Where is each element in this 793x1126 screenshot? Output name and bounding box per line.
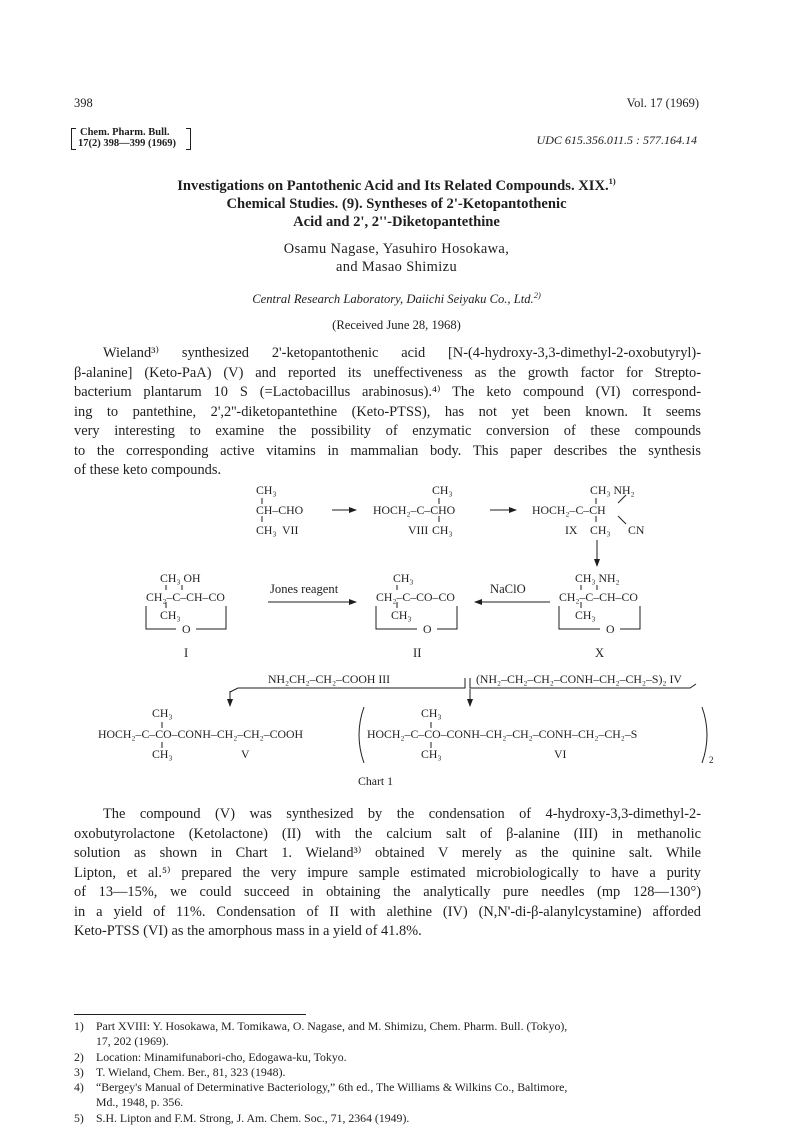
footnote-number: 4): [74, 1080, 84, 1095]
body-paragraph: [74, 805, 701, 942]
footnote-number: 5): [74, 1110, 84, 1125]
compound-label-ii: II: [413, 646, 422, 660]
ii-structure: CH₂–C–CO–CO: [376, 590, 455, 604]
ix-structure: HOCH₂–C–CH: [532, 503, 606, 517]
reagent-jones: Jones reagent: [270, 582, 339, 596]
body-line: The compound (V) was synthesized by the condensation of 4-hydroxy-3,3-dimethyl-2-: [103, 806, 701, 822]
received-date: (Received June 28, 1968): [332, 318, 461, 332]
v-ch3-bottom: CH₃: [152, 747, 173, 761]
footnote-number: 3): [74, 1064, 84, 1079]
ii-ch3-top: CH₃: [393, 571, 414, 585]
ix-ch3-bottom: CH₃: [590, 523, 611, 537]
bracket-close: [702, 707, 707, 763]
compound-label-v: V: [241, 747, 250, 761]
body-line: Keto-PTSS (VI) as the amorphous mass in a yield of 41.8%.: [74, 923, 422, 939]
vi-ch3-top: CH₃: [421, 706, 442, 720]
ix-cn: CN: [628, 523, 645, 537]
footnote-item: [74, 1111, 701, 1126]
reaction-scheme-chart: [0, 470, 793, 800]
compound-label-vii: VII: [282, 523, 299, 537]
reagent-naclo: NaClO: [490, 582, 526, 596]
citation-line-1: Chem. Pharm. Bull.: [80, 127, 170, 138]
authors-line-2: and Masao Shimizu: [335, 259, 458, 275]
x-ch3: CH₃: [575, 608, 596, 622]
intro-line: β-alanine] (Keto-PaA) (V) and reported its uneffectiveness as the growth factor for Strepto-: [74, 364, 701, 381]
footnote-item: [74, 1050, 701, 1065]
x-structure: CH₂–C–CH–CO: [559, 590, 638, 604]
footnote-text: Location: Minamifunabori-cho, Edogawa-ku, Tokyo.: [96, 1049, 347, 1064]
vi-dimer-subscript: 2: [709, 755, 714, 765]
body-line: Lipton, et al.⁵⁾ prepared the very impure sample estimated microbiologically to have a purity: [74, 864, 701, 881]
citation-line-2: 17(2) 398—399 (1969): [78, 138, 176, 149]
v-structure: HOCH₂–C–CO–CONH–CH₂–CH₂–COOH: [98, 727, 304, 741]
bond-line: [618, 516, 626, 524]
vii-ch3-bottom: CH₃: [256, 523, 277, 537]
footnote-continuation: 17, 202 (1969).: [96, 1034, 169, 1049]
x-substituents-top: CH₃ NH₂: [575, 571, 620, 585]
footnote-item: [74, 1080, 701, 1095]
affiliation-text: Central Research Laboratory, Daiichi Seiyaku Co., Ltd.: [252, 292, 534, 306]
footnote-item: [74, 1065, 701, 1080]
i-structure: CH₂–C–CH–CO: [146, 590, 225, 604]
footnote-number: 2): [74, 1049, 84, 1064]
footnotes: [74, 1019, 701, 1126]
author-list: [120, 240, 673, 276]
compound-label-x: X: [595, 646, 605, 660]
body-line: of 13—15%, we could succeed in obtaining the analytically pure needles (mp 128—130°): [74, 884, 701, 900]
footnote-text: T. Wieland, Chem. Ber., 81, 323 (1948).: [96, 1064, 286, 1079]
compound-label-i: I: [184, 646, 189, 660]
intro-line: Wieland³⁾ synthesized 2'-ketopantothenic acid [N-(4-hydroxy-3,3-dimethyl-2-oxobutyryl)-: [103, 345, 701, 361]
body-line: in a yield of 11%. Condensation of II with alethine (IV) (N,N'-di-β-alanylcystamine) afforded: [74, 903, 701, 920]
authors-line-1: Osamu Nagase, Yasuhiro Hosokawa,: [283, 241, 510, 257]
ii-ring-oxygen: O: [423, 622, 432, 636]
intro-line: very interesting to examine the possibility of enzymatic conversion of these compounds: [74, 423, 701, 439]
footnote-text: S.H. Lipton and F.M. Strong, J. Am. Chem. Soc., 71, 2364 (1949).: [96, 1110, 410, 1125]
vii-ch3-top: CH₃: [256, 483, 277, 497]
compound-label-viii: VIII: [408, 523, 429, 537]
footnote-text: “Bergey's Manual of Determinative Bacteriology,” 6th ed., The Williams & Wilkins Co., Baltimore,: [96, 1080, 568, 1095]
title-line-3: Acid and 2', 2''-Diketopantethine: [293, 214, 500, 230]
bracket-open: [359, 707, 364, 763]
footnote-item: [74, 1019, 701, 1034]
paper-title: [120, 177, 673, 231]
vi-ch3-bottom: CH₃: [421, 747, 442, 761]
viii-ch3-top: CH₃: [432, 483, 453, 497]
compound-label-ix: IX: [565, 523, 578, 537]
i-substituents-top: CH₃ OH: [160, 571, 201, 585]
intro-line: bacterium plantarum 10 S (=Lactobacillus arabinosus).⁴⁾ The keto compound (VI) correspond-: [74, 384, 701, 400]
vi-structure: HOCH₂–C–CO–CONH–CH₂–CH₂–CONH–CH₂–CH₂–S: [367, 727, 638, 741]
journal-citation: [74, 127, 176, 149]
udc-code: UDC 615.356.011.5 : 577.164.14: [536, 133, 697, 147]
lactone-ring: [559, 606, 640, 629]
footnote-continuation: Md., 1948, p. 356.: [96, 1095, 184, 1110]
lactone-ring: [376, 606, 457, 629]
title-line-1: Investigations on Pantothenic Acid and Its Related Compounds. XIX.: [177, 178, 609, 194]
body-line: solution as shown in Chart 1. Wieland³⁾ obtained V merely as the quinine salt. While: [74, 845, 701, 861]
volume-label: Vol. 17 (1969): [626, 96, 699, 110]
chart-caption: Chart 1: [358, 774, 394, 788]
body-line: oxobutyrolactone (Ketolactone) (II) with the calcium salt of β-alanine (III) in methanolic: [74, 825, 701, 842]
intro-paragraph: [74, 344, 701, 481]
reagent-alethine: (NH₂–CH₂–CH₂–CONH–CH₂–CH₂–S)₂ IV: [476, 672, 682, 686]
intro-line: of these keto compounds.: [74, 462, 222, 478]
title-footnote-ref: 1): [608, 176, 616, 187]
reagent-beta-alanine: NH₂CH₂–CH₂–COOH III: [268, 672, 391, 686]
viii-structure: HOCH₂–C–CHO: [373, 503, 456, 517]
intro-line: ing to pantethine, 2',2''-diketopantethine (Keto-PTSS), has not yet been known. It seems: [74, 403, 701, 420]
footnote-divider: [74, 1014, 306, 1015]
footnote-number: 1): [74, 1019, 84, 1033]
intro-line: to the corresponding active vitamins in mammalian body. This paper describes the synthesis: [74, 442, 701, 459]
page-number: 398: [74, 96, 93, 110]
x-ring-oxygen: O: [606, 622, 615, 636]
compound-label-vi: VI: [554, 747, 567, 761]
vii-structure: CH–CHO: [256, 503, 304, 517]
footnote-text: Part XVIII: Y. Hosokawa, M. Tomikawa, O. Nagase, and M. Shimizu, Chem. Pharm. Bull. (Tokyo),: [96, 1019, 568, 1033]
ii-ch3: CH₃: [391, 608, 412, 622]
viii-ch3-bottom: CH₃: [432, 523, 453, 537]
affiliation-footnote-ref: 2): [533, 289, 541, 300]
ix-substituents-top: CH₃ NH₂: [590, 483, 635, 497]
i-ch3: CH₃: [160, 608, 181, 622]
affiliation: [120, 289, 673, 307]
v-ch3-top: CH₃: [152, 706, 173, 720]
title-line-2: Chemical Studies. (9). Syntheses of 2'-Ketopantothenic: [226, 196, 567, 212]
i-ring-oxygen: O: [182, 622, 191, 636]
